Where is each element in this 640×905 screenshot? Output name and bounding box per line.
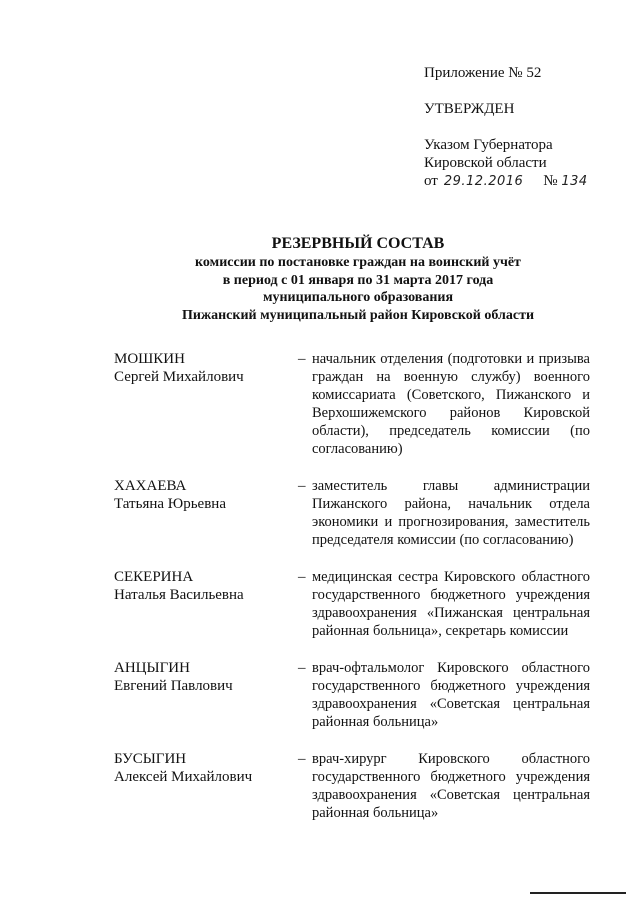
member-given-name: Наталья Васильевна bbox=[114, 587, 244, 603]
member-dash: – bbox=[298, 660, 306, 676]
member-name bbox=[114, 750, 298, 822]
footer-rule bbox=[530, 892, 626, 894]
title-line: в период с 01 января по 31 марта 2017 года bbox=[222, 272, 494, 288]
member-surname: СЕКЕРИНА bbox=[114, 569, 194, 585]
member-description: заместитель главы администрации Пижанского района, начальник отдела экономики и прогнозирования, заместитель председателя комиссии (по согласованию) bbox=[312, 478, 590, 548]
title-line: Пижанский муниципальный район Кировской области bbox=[181, 307, 535, 323]
member-dash: – bbox=[298, 351, 306, 367]
member-name bbox=[114, 659, 298, 731]
members-list bbox=[114, 350, 590, 841]
title-line: комиссии по постановке граждан на воинский учёт bbox=[195, 255, 521, 270]
member-entry bbox=[114, 568, 590, 640]
annex-label: Приложение № 52 bbox=[424, 65, 542, 81]
member-entry bbox=[114, 350, 590, 458]
member-entry bbox=[114, 659, 590, 731]
handwritten-number: 134 bbox=[561, 174, 588, 189]
member-description: начальник отделения (подготовки и призыва граждан на военную службу) военного комиссариата (Советского, Пижанского и Верхошижемского районов Кировской области), председатель комиссии (по согласованию) bbox=[312, 351, 590, 457]
member-name bbox=[114, 568, 298, 640]
member-name bbox=[114, 477, 298, 549]
member-dash: – bbox=[298, 569, 306, 585]
decree-line-2: Кировской области bbox=[424, 155, 547, 171]
member-dash: – bbox=[298, 478, 306, 494]
approval-block bbox=[424, 64, 588, 191]
decree-line-1: Указом Губернатора bbox=[424, 137, 553, 153]
handwritten-date: 29.12.2016 bbox=[443, 174, 524, 189]
title-line: муниципального образования bbox=[262, 290, 454, 305]
member-description: врач-хирург Кировского областного государственного бюджетного учреждения здравоохранения «Советская центральная районная больница» bbox=[312, 751, 590, 821]
member-given-name: Алексей Михайлович bbox=[114, 769, 253, 785]
member-given-name: Евгений Павлович bbox=[114, 678, 233, 694]
number-prefix: № bbox=[543, 173, 558, 189]
member-description: медицинская сестра Кировского областного государственного бюджетного учреждения здравоохранения «Пижанская центральная районная больница», секретарь комиссии bbox=[312, 569, 590, 639]
member-surname: БУСЫГИН bbox=[114, 751, 187, 767]
member-entry bbox=[114, 750, 590, 822]
member-entry bbox=[114, 477, 590, 549]
title-heading: РЕЗЕРВНЫЙ СОСТАВ bbox=[271, 235, 445, 252]
member-surname: ХАХАЕВА bbox=[114, 478, 187, 494]
approved-label: УТВЕРЖДЕН bbox=[424, 101, 515, 117]
member-name bbox=[114, 350, 298, 458]
member-dash: – bbox=[298, 751, 306, 767]
member-surname: МОШКИН bbox=[114, 351, 185, 367]
date-prefix: от bbox=[424, 173, 438, 189]
member-surname: АНЦЫГИН bbox=[114, 660, 190, 676]
document-title bbox=[0, 234, 640, 324]
member-given-name: Сергей Михайлович bbox=[114, 369, 244, 385]
decree-date-row bbox=[424, 172, 588, 191]
member-given-name: Татьяна Юрьевна bbox=[114, 496, 226, 512]
member-description: врач-офтальмолог Кировского областного государственного бюджетного учреждения здравоохранения «Советская центральная районная больница» bbox=[312, 660, 590, 730]
